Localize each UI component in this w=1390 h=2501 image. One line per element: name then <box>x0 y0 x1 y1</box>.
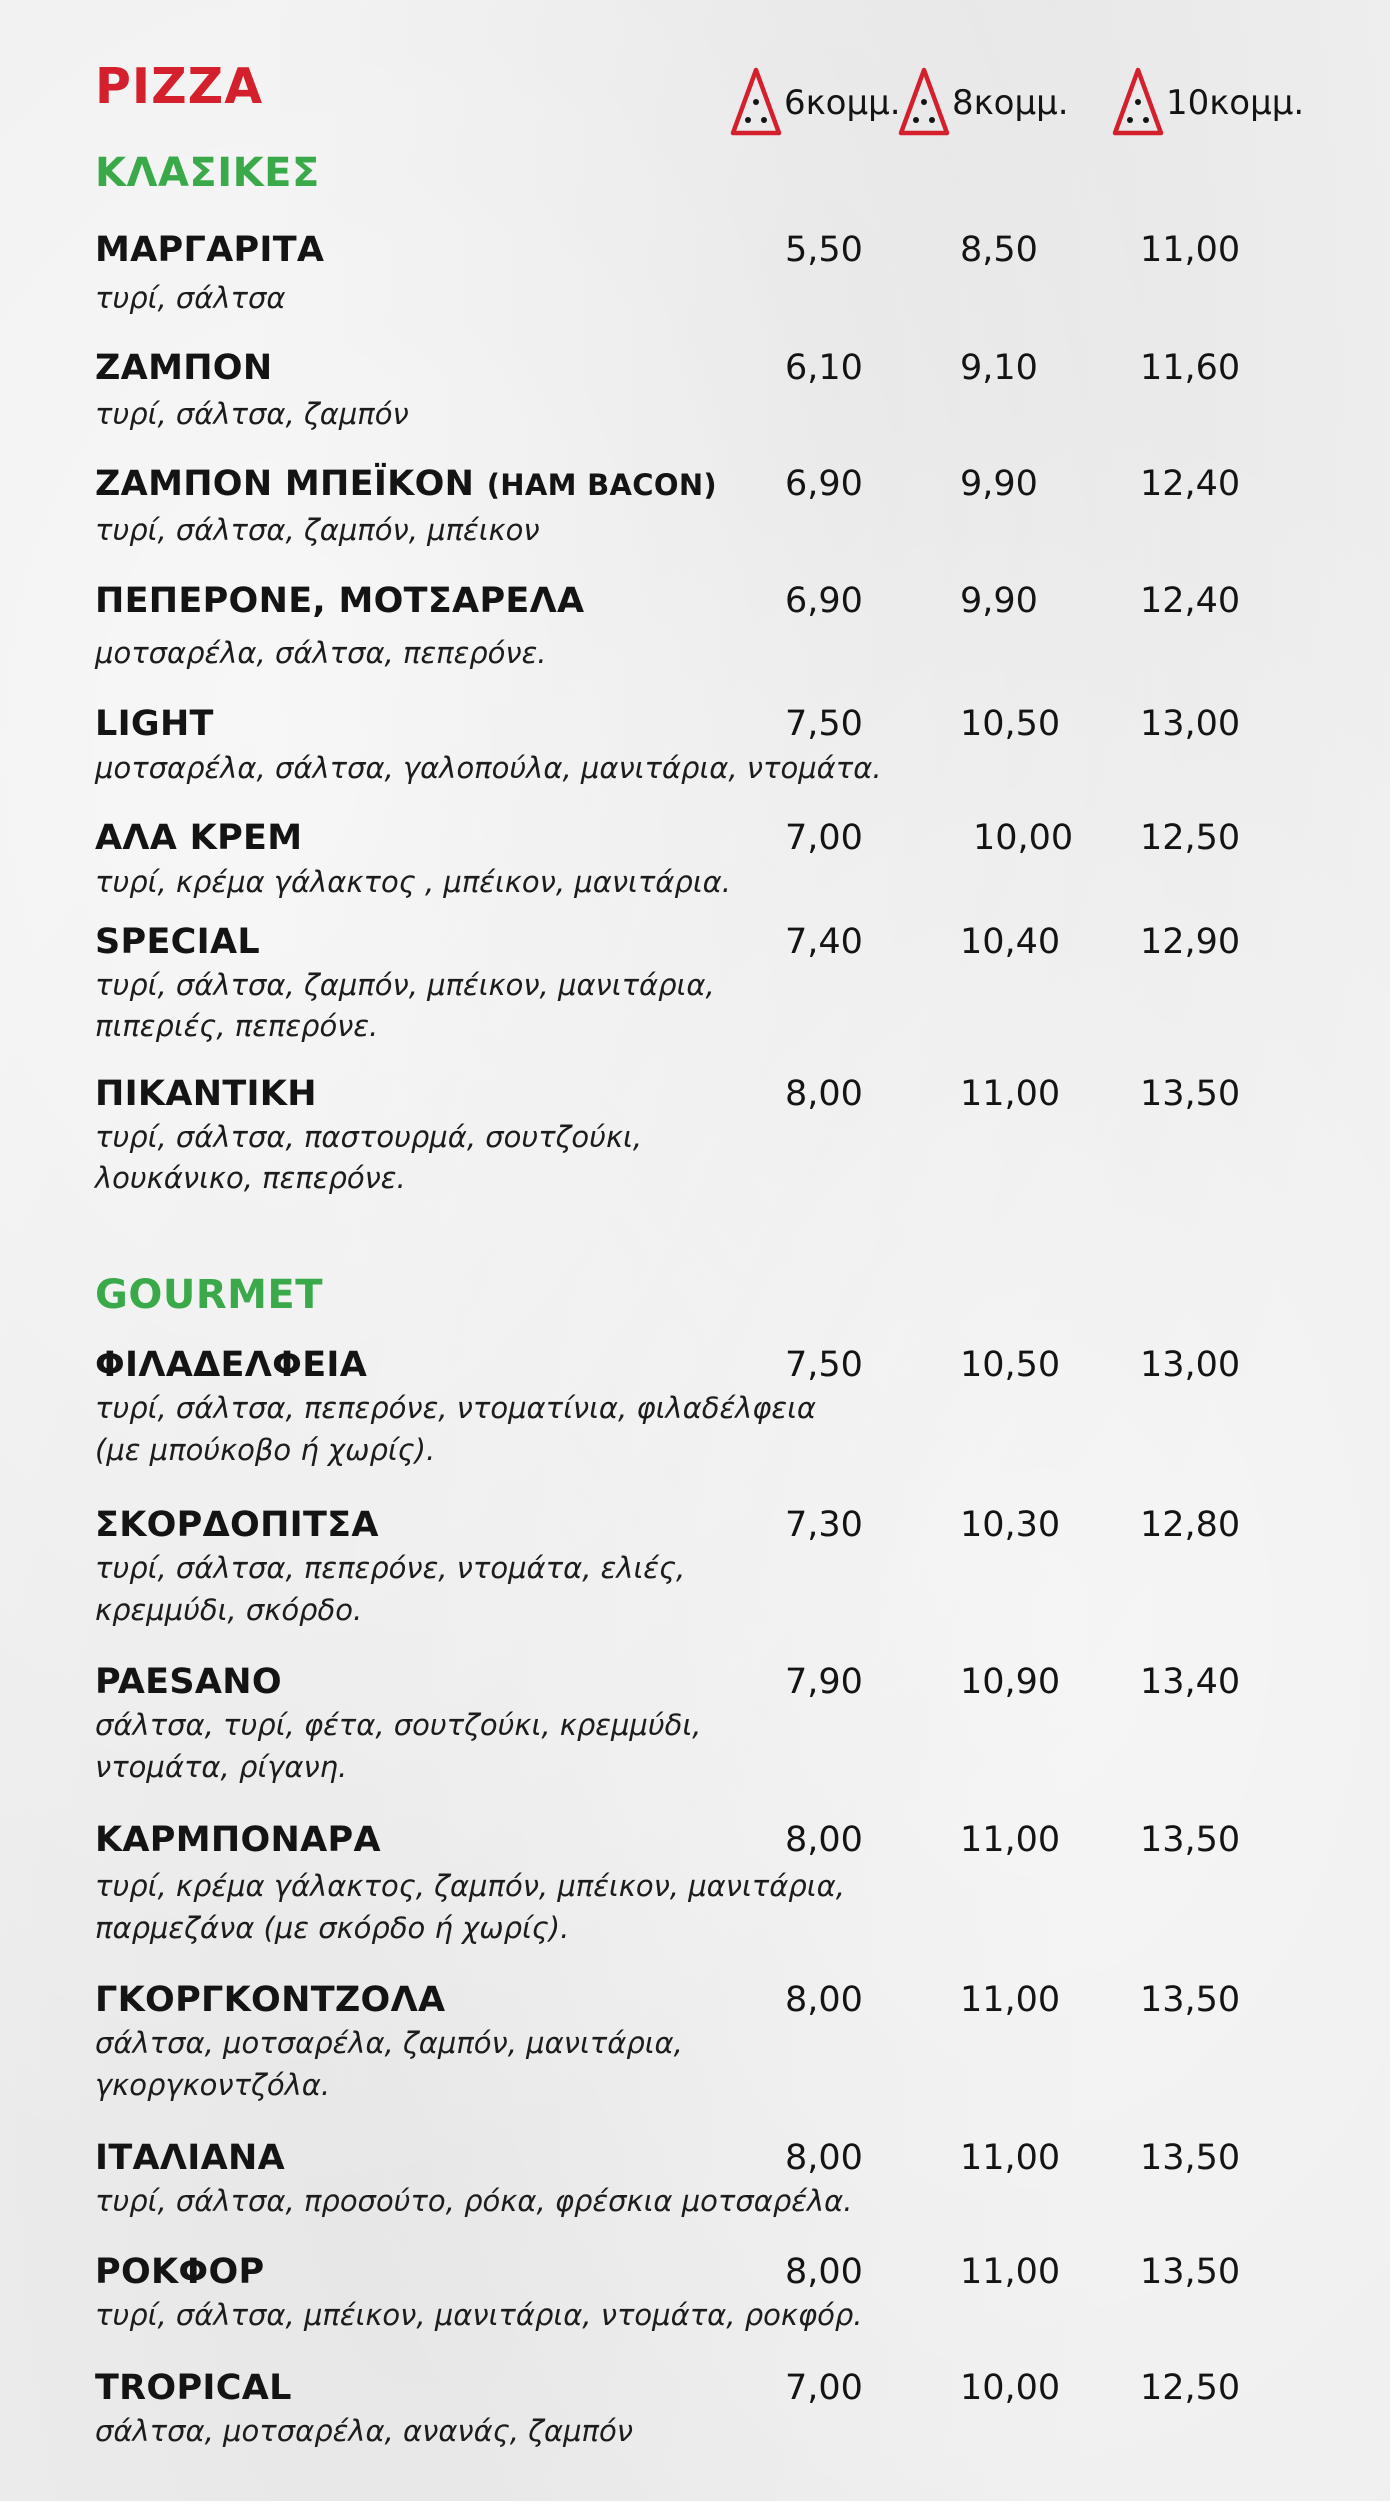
price-10: 13,50 <box>1140 1074 1241 1114</box>
item-description: ντομάτα, ρίγανη. <box>95 1750 348 1784</box>
price-10: 12,80 <box>1140 1505 1241 1545</box>
item-name: ΠΙΚΑΝΤΙΚΗ <box>95 1074 317 1114</box>
price-8: 11,00 <box>960 2252 1061 2292</box>
price-8: 10,00 <box>960 2368 1061 2408</box>
price-8: 10,40 <box>960 922 1061 962</box>
item-name: ΚΑΡΜΠΟΝΑΡΑ <box>95 1820 381 1860</box>
price-6: 8,00 <box>785 2138 863 2178</box>
price-6: 8,00 <box>785 1980 863 2020</box>
price-6: 7,30 <box>785 1505 863 1545</box>
price-10: 12,90 <box>1140 922 1241 962</box>
item-description: τυρί, σάλτσα, προσούτο, ρόκα, φρέσκια μοτσαρέλα. <box>95 2184 853 2218</box>
price-8: 10,00 <box>973 818 1074 858</box>
price-8: 9,90 <box>960 464 1038 504</box>
price-8: 10,50 <box>960 704 1061 744</box>
price-8: 8,50 <box>960 230 1038 270</box>
item-description: (με μπούκοβο ή χωρίς). <box>95 1433 436 1467</box>
item-name: ΜΑΡΓΑΡΙΤΑ <box>95 230 325 270</box>
price-8: 11,00 <box>960 1820 1061 1860</box>
item-description: σάλτσα, τυρί, φέτα, σουτζούκι, κρεμμύδι, <box>95 1708 702 1742</box>
size-header-8 <box>896 66 1069 140</box>
item-description: τυρί, σάλτσα, παστουρμά, σουτζούκι, <box>95 1120 643 1154</box>
price-10: 12,50 <box>1140 818 1241 858</box>
item-name: PAESANO <box>95 1662 282 1702</box>
price-6: 7,50 <box>785 1345 863 1385</box>
price-6: 5,50 <box>785 230 863 270</box>
item-description: σάλτσα, μοτσαρέλα, ανανάς, ζαμπόν <box>95 2414 633 2448</box>
item-description: μοτσαρέλα, σάλτσα, γαλοπούλα, μανιτάρια, ντομάτα. <box>95 751 882 785</box>
item-description: τυρί, σάλτσα, ζαμπόν, μπέικον <box>95 513 540 547</box>
item-name: ΑΛΑ ΚΡΕΜ <box>95 818 303 858</box>
price-10: 12,40 <box>1140 581 1241 621</box>
price-8: 11,00 <box>960 1074 1061 1114</box>
pizza-slice-icon <box>728 66 784 140</box>
price-6: 7,40 <box>785 922 863 962</box>
size-header-10 <box>1110 66 1304 140</box>
price-10: 11,00 <box>1140 230 1241 270</box>
price-6: 8,00 <box>785 2252 863 2292</box>
item-name: ΠΕΠΕΡΟΝΕ, ΜΟΤΣΑΡΕΛΑ <box>95 581 585 621</box>
price-10: 11,60 <box>1140 348 1241 388</box>
price-6: 8,00 <box>785 1074 863 1114</box>
price-10: 13,50 <box>1140 2138 1241 2178</box>
item-name: ΙΤΑΛΙΑΝΑ <box>95 2138 285 2178</box>
item-description: τυρί, σάλτσα, ζαμπόν, μπέικον, μανιτάρια, <box>95 968 715 1002</box>
item-name: TROPICAL <box>95 2368 292 2408</box>
item-description: τυρί, σάλτσα, μπέικον, μανιτάρια, ντομάτα, ροκφόρ. <box>95 2298 863 2332</box>
price-10: 13,50 <box>1140 1980 1241 2020</box>
price-6: 7,90 <box>785 1662 863 1702</box>
item-description: λουκάνικο, πεπερόνε. <box>95 1161 406 1195</box>
size-label: 6κομμ. <box>784 83 901 123</box>
item-description: γκοργκοντζόλα. <box>95 2068 331 2102</box>
item-name: ΓΚΟΡΓΚΟΝΤΖΟΛΑ <box>95 1980 446 2020</box>
price-8: 9,90 <box>960 581 1038 621</box>
section-title-classic: ΚΛΑΣΙΚΕΣ <box>95 150 320 196</box>
price-6: 6,10 <box>785 348 863 388</box>
price-6: 7,00 <box>785 818 863 858</box>
price-6: 7,00 <box>785 2368 863 2408</box>
price-10: 13,50 <box>1140 1820 1241 1860</box>
price-8: 9,10 <box>960 348 1038 388</box>
menu-title: PIZZA <box>95 58 264 115</box>
pizza-slice-icon <box>896 66 952 140</box>
item-description: τυρί, σάλτσα, πεπερόνε, ντοματίνια, φιλαδέλφεια <box>95 1391 817 1425</box>
item-description: πιπεριές, πεπερόνε. <box>95 1009 379 1043</box>
price-10: 12,40 <box>1140 464 1241 504</box>
price-10: 13,50 <box>1140 2252 1241 2292</box>
price-10: 12,50 <box>1140 2368 1241 2408</box>
item-name: SPECIAL <box>95 922 260 962</box>
price-6: 8,00 <box>785 1820 863 1860</box>
item-name: ΖΑΜΠΟΝ <box>95 348 273 388</box>
item-description: τυρί, σάλτσα <box>95 281 286 315</box>
item-description: παρμεζάνα (με σκόρδο ή χωρίς). <box>95 1911 570 1945</box>
item-name: ΣΚΟΡΔΟΠΙΤΣΑ <box>95 1505 379 1545</box>
pizza-slice-icon <box>1110 66 1166 140</box>
price-10: 13,40 <box>1140 1662 1241 1702</box>
item-description: μοτσαρέλα, σάλτσα, πεπερόνε. <box>95 636 547 670</box>
item-description: τυρί, κρέμα γάλακτος , μπέικον, μανιτάρια. <box>95 865 731 899</box>
price-8: 10,50 <box>960 1345 1061 1385</box>
price-8: 11,00 <box>960 2138 1061 2178</box>
price-10: 13,00 <box>1140 1345 1241 1385</box>
section-title-gourmet: GOURMET <box>95 1272 324 1318</box>
item-description: σάλτσα, μοτσαρέλα, ζαμπόν, μανιτάρια, <box>95 2026 683 2060</box>
item-name: ΦΙΛΑΔΕΛΦΕΙΑ <box>95 1345 368 1385</box>
item-name: LIGHT <box>95 704 214 744</box>
size-header-6 <box>728 66 901 140</box>
item-description: τυρί, σάλτσα, πεπερόνε, ντομάτα, ελιές, <box>95 1551 686 1585</box>
price-6: 6,90 <box>785 464 863 504</box>
price-8: 10,30 <box>960 1505 1061 1545</box>
size-label: 8κομμ. <box>952 83 1069 123</box>
price-8: 11,00 <box>960 1980 1061 2020</box>
price-8: 10,90 <box>960 1662 1061 1702</box>
item-description: τυρί, σάλτσα, ζαμπόν <box>95 397 409 431</box>
price-6: 6,90 <box>785 581 863 621</box>
item-name: ΖΑΜΠΟΝ ΜΠΕΪΚΟΝ (HAM BACON) <box>95 464 717 504</box>
item-description: κρεμμύδι, σκόρδο. <box>95 1593 363 1627</box>
price-10: 13,00 <box>1140 704 1241 744</box>
size-label: 10κομμ. <box>1166 83 1305 123</box>
item-description: τυρί, κρέμα γάλακτος, ζαμπόν, μπέικον, μανιτάρια, <box>95 1869 845 1903</box>
price-6: 7,50 <box>785 704 863 744</box>
item-name: ΡΟΚΦΟΡ <box>95 2252 265 2292</box>
